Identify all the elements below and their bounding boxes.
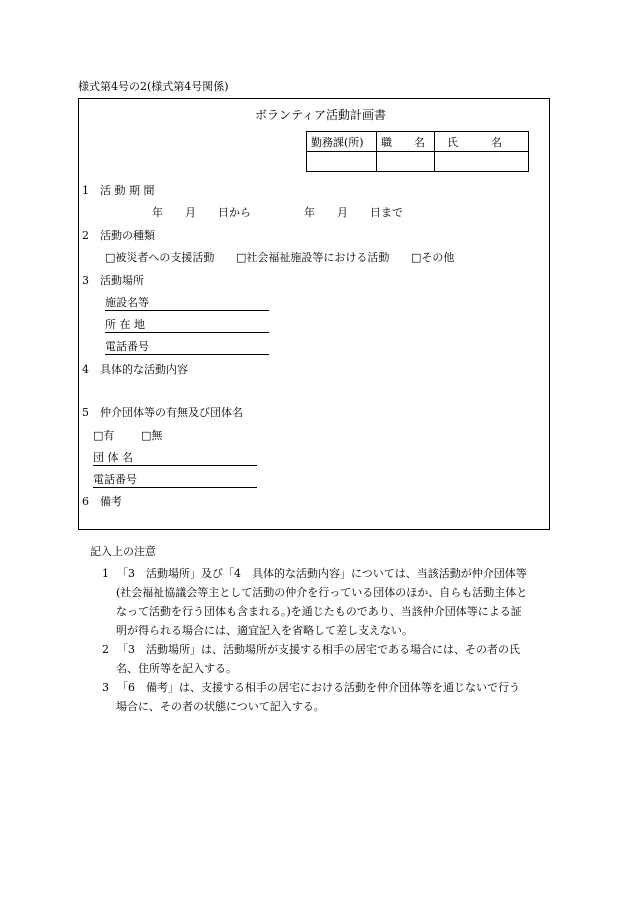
note-number: 1 [102,567,109,580]
intermediary-group-name-label: 団 体 名 [93,451,133,464]
section-period-label: 1 活 動 期 間 [82,184,155,197]
place-address-label: 所 在 地 [105,318,145,331]
intermediary-option-no[interactable]: □無 [141,429,163,442]
intermediary-phone-label: 電話番号 [93,473,137,486]
signature-header-name: 氏 名 [435,132,529,152]
intermediary-group-name-field[interactable] [93,451,257,466]
period-from-line[interactable]: 年 月 日から [152,206,251,219]
place-phone-label: 電話番号 [105,340,149,353]
period-to-line[interactable]: 年 月 日まで [304,206,403,219]
place-phone-field[interactable] [105,340,269,355]
note-line: なって活動を行う団体も含まれる。)を通じたものであり、当該仲介団体等による証 [116,605,522,618]
note-line: 「3 活動場所」及び「4 具体的な活動内容」については、当該活動が仲介団体等 [117,567,527,580]
signature-header-row [307,132,529,152]
signature-department-cell[interactable] [307,152,377,172]
section-type-label: 2 活動の種類 [82,229,155,242]
signature-header-position: 職 名 [377,132,435,152]
note-line: 明が得られる場合には、適宜記入を省略して差し支えない。 [116,624,413,637]
type-option-disaster-support[interactable]: □被災者への支援活動 [105,251,215,264]
note-line: 場合に、その者の状態について記入する。 [116,700,325,713]
signature-name-cell[interactable] [435,152,529,172]
form-number: 様式第4号の2(様式第4号関係) [78,80,229,93]
section-place-label: 3 活動場所 [82,274,144,287]
note-line: 「6 備考」は、支援する相手の居宅における活動を仲介団体等を通じないで行う [117,681,520,694]
note-number: 3 [102,681,109,694]
place-facility-name-label: 施設名等 [105,296,149,309]
section-content-label: 4 具体的な活動内容 [82,363,188,376]
note-line: (社会福祉協議会等主として活動の仲介を行っている団体のほか、自らも活動主体と [116,586,528,599]
form-title: ボランティア活動計画書 [255,108,387,122]
note-line: 名、住所等を記入する。 [116,662,237,675]
intermediary-option-yes[interactable]: □有 [93,429,115,442]
signature-position-cell[interactable] [377,152,435,172]
type-option-other[interactable]: □その他 [411,251,455,264]
signature-header-department: 勤務課(所) [307,132,377,152]
section-remarks-label: 6 備考 [82,495,122,508]
notes-heading: 記入上の注意 [90,545,156,558]
signature-table [306,131,529,172]
signature-input-row [307,152,529,172]
note-line: 「3 活動場所」は、活動場所が支援する相手の居宅である場合には、その者の氏 [117,643,520,656]
intermediary-phone-field[interactable] [93,473,257,488]
place-facility-name-field[interactable] [105,296,269,311]
place-address-field[interactable] [105,318,269,333]
note-number: 2 [102,643,109,656]
section-intermediary-label: 5 仲介団体等の有無及び団体名 [82,406,243,419]
type-option-welfare-facility[interactable]: □社会福祉施設等における活動 [236,251,390,264]
